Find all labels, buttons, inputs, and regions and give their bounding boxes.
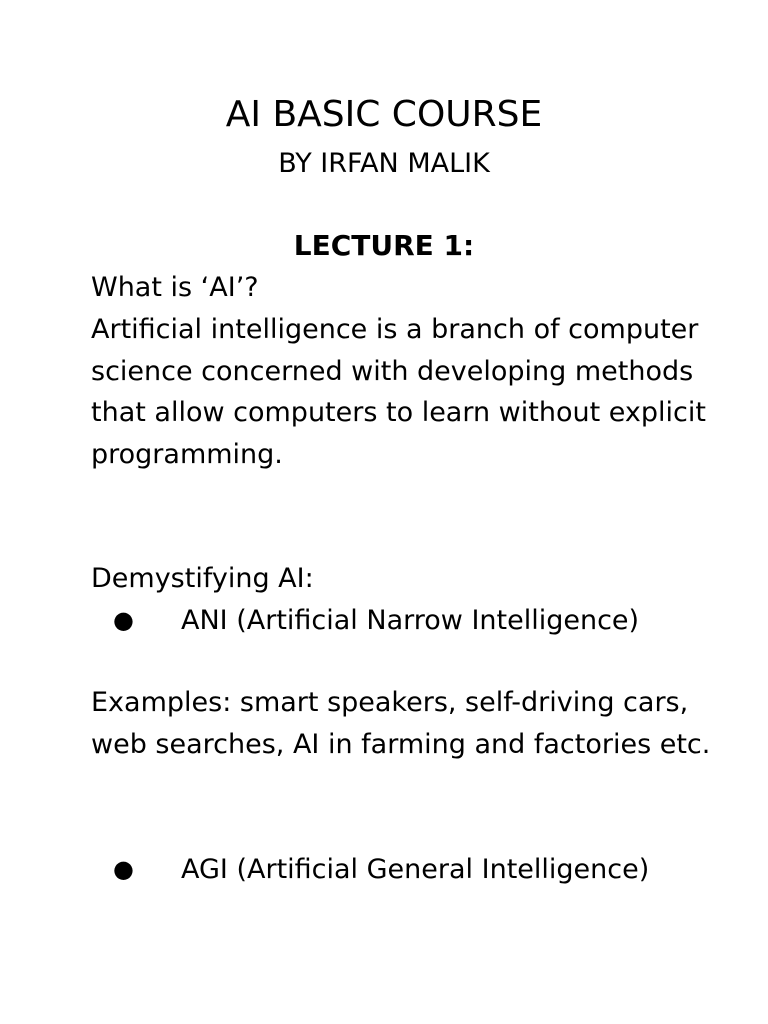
- bullet-text: ANI (Artificial Narrow Intelligence): [181, 605, 640, 636]
- bullet-marker: ●: [113, 855, 134, 883]
- bullet-marker: ●: [113, 606, 134, 634]
- bullet-text: AGI (Artificial General Intelligence): [181, 854, 650, 885]
- document-title: AI BASIC COURSE: [225, 94, 543, 135]
- definition-paragraph: Artificial intelligence is a branch of computer science concerned with developing methods that allow computers to learn without explicit programming.: [91, 314, 706, 470]
- question-text: What is ‘AI’?: [91, 272, 259, 303]
- section-heading: Demystifying AI:: [91, 563, 314, 594]
- bullet-item-agi: [113, 849, 713, 891]
- bullet-item-ani: [113, 600, 713, 642]
- examples-paragraph: Examples: smart speakers, self-driving cars, web searches, AI in farming and factories etc.: [91, 687, 711, 760]
- lecture-heading: LECTURE 1:: [293, 229, 475, 262]
- document-author: BY IRFAN MALIK: [278, 148, 490, 179]
